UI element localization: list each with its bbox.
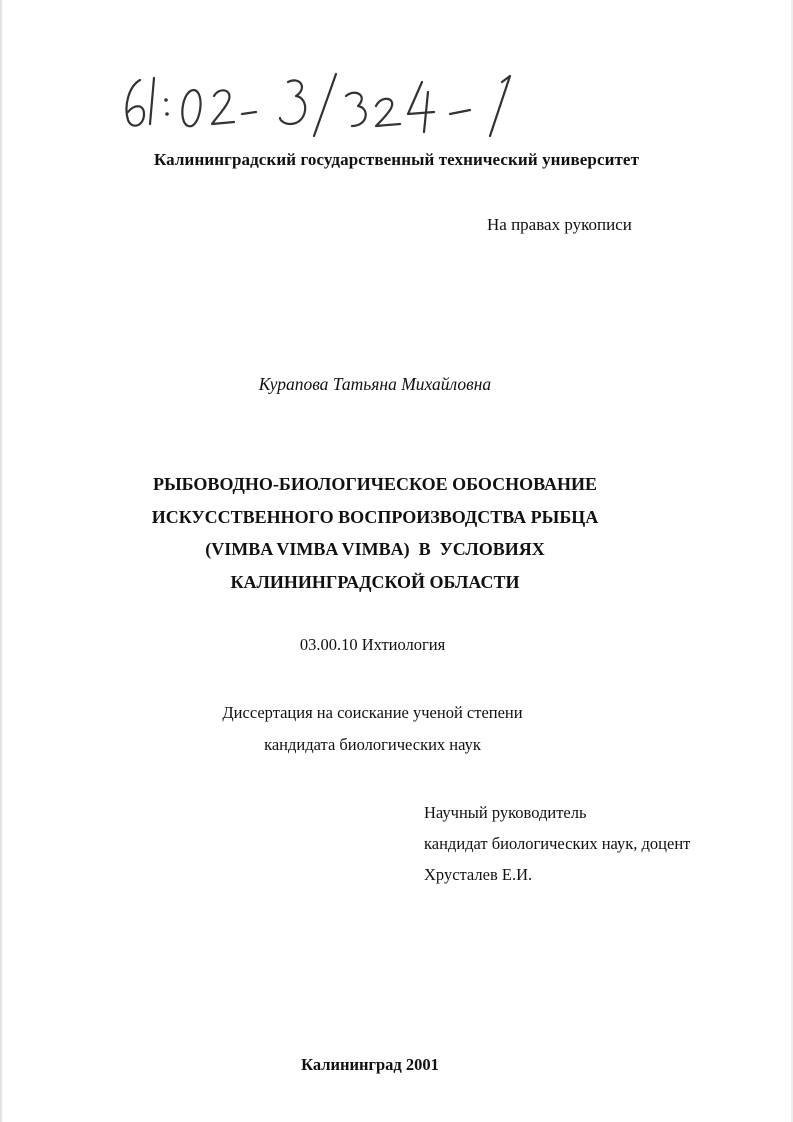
author-name: Курапова Татьяна Михайловна: [258, 374, 492, 394]
supervisor-line: кандидат биологических наук, доцент: [424, 834, 691, 853]
supervisor-line: Хрусталев Е.И.: [424, 865, 533, 884]
handwritten-catalogue-number: [118, 62, 538, 142]
city-year: Калининград 2001: [301, 1055, 439, 1074]
university-name: Калининградский государственный технический университет: [153, 150, 640, 169]
supervisor-block: [424, 797, 690, 890]
dissertation-title: [0, 468, 750, 598]
title-line: ИСКУССТВЕННОГО ВОСПРОИЗВОДСТВА РЫБЦА: [151, 506, 599, 527]
degree-line: кандидата биологических наук: [264, 735, 481, 754]
title-line: (VIMBA VIMBA VIMBA) В УСЛОВИЯХ: [205, 539, 545, 559]
title-line: КАЛИНИНГРАДСКОЙ ОБЛАСТИ: [230, 571, 520, 592]
title-line: РЫБОВОДНО-БИОЛОГИЧЕСКОЕ ОБОСНОВАНИЕ: [152, 474, 597, 494]
rights-note: На правах рукописи: [487, 215, 632, 234]
supervisor-line: Научный руководитель: [424, 803, 587, 822]
dissertation-degree: [0, 697, 745, 761]
degree-line: Диссертация на соискание ученой степени: [222, 703, 523, 722]
specialty-code: 03.00.10 Ихтиология: [299, 635, 446, 654]
